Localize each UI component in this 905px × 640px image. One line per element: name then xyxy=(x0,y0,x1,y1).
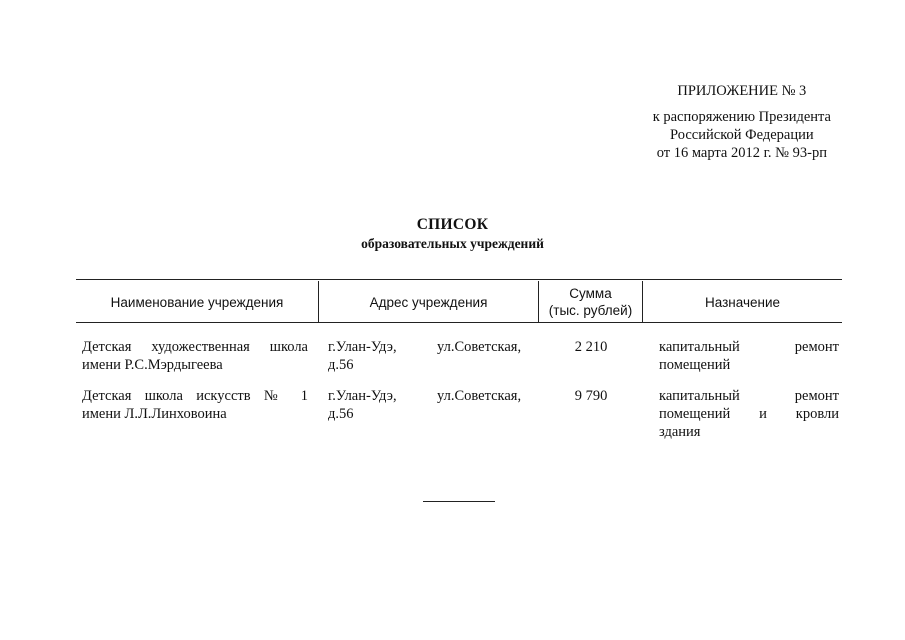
institution-name xyxy=(82,338,308,374)
appendix-line-2: Российской Федерации xyxy=(670,127,814,143)
address-city: г.Улан-Удэ, xyxy=(328,339,397,355)
header-purpose-label: Назначение xyxy=(704,294,780,310)
document-title xyxy=(0,215,905,252)
appendix-heading: ПРИЛОЖЕНИЕ № 3 xyxy=(677,83,807,99)
institution-name-line-2: имени Л.Л.Линховоина xyxy=(82,406,227,422)
header-name xyxy=(76,283,318,321)
name-text: Детская художественная школа xyxy=(82,339,308,355)
purpose-text xyxy=(659,387,839,441)
address-street: ул.Советская, xyxy=(437,339,522,355)
purpose-word: помещений xyxy=(659,406,731,422)
header-purpose xyxy=(643,283,842,321)
title-main: СПИСОК xyxy=(416,216,489,233)
institution-name xyxy=(82,387,308,423)
sum-value: 9 790 xyxy=(574,388,608,404)
purpose-word: ремонт xyxy=(794,339,839,355)
purpose-word: капитальный xyxy=(659,388,740,404)
sum-value: 2 210 xyxy=(574,339,608,355)
purpose-word: кровли xyxy=(795,406,839,422)
header-address-label: Адрес учреждения xyxy=(369,294,488,310)
header-address xyxy=(319,283,538,321)
institution-name-line-1 xyxy=(82,338,308,356)
appendix-block xyxy=(653,82,831,162)
address-city: г.Улан-Удэ, xyxy=(328,388,397,404)
institution-name-line-1 xyxy=(82,387,308,405)
purpose-text xyxy=(659,338,839,374)
title-subtitle: образовательных учреждений xyxy=(361,236,544,251)
header-sum-units: (тыс. рублей) xyxy=(548,303,633,318)
table-header-rule xyxy=(76,322,842,323)
appendix-line-3: от 16 марта 2012 г. № 93-рп xyxy=(656,145,827,161)
purpose-line: здания xyxy=(659,424,701,440)
header-name-label: Наименование учреждения xyxy=(110,294,284,310)
address-street: ул.Советская, xyxy=(437,388,522,404)
header-sum xyxy=(539,283,642,321)
address-house: д.56 xyxy=(328,357,354,373)
header-sum-label: Сумма xyxy=(569,286,612,301)
name-text: Детская школа искусств № 1 xyxy=(82,388,308,404)
purpose-word: капитальный xyxy=(659,339,740,355)
appendix-line-1: к распоряжению Президента xyxy=(652,109,831,125)
table-top-rule xyxy=(76,279,842,280)
institution-name-line-2: имени Р.С.Мэрдыгеева xyxy=(82,357,223,373)
address-house: д.56 xyxy=(328,406,354,422)
purpose-word: ремонт xyxy=(794,388,839,404)
purpose-word: и xyxy=(759,406,767,422)
closing-rule xyxy=(423,501,495,502)
purpose-line: помещений xyxy=(659,357,731,373)
